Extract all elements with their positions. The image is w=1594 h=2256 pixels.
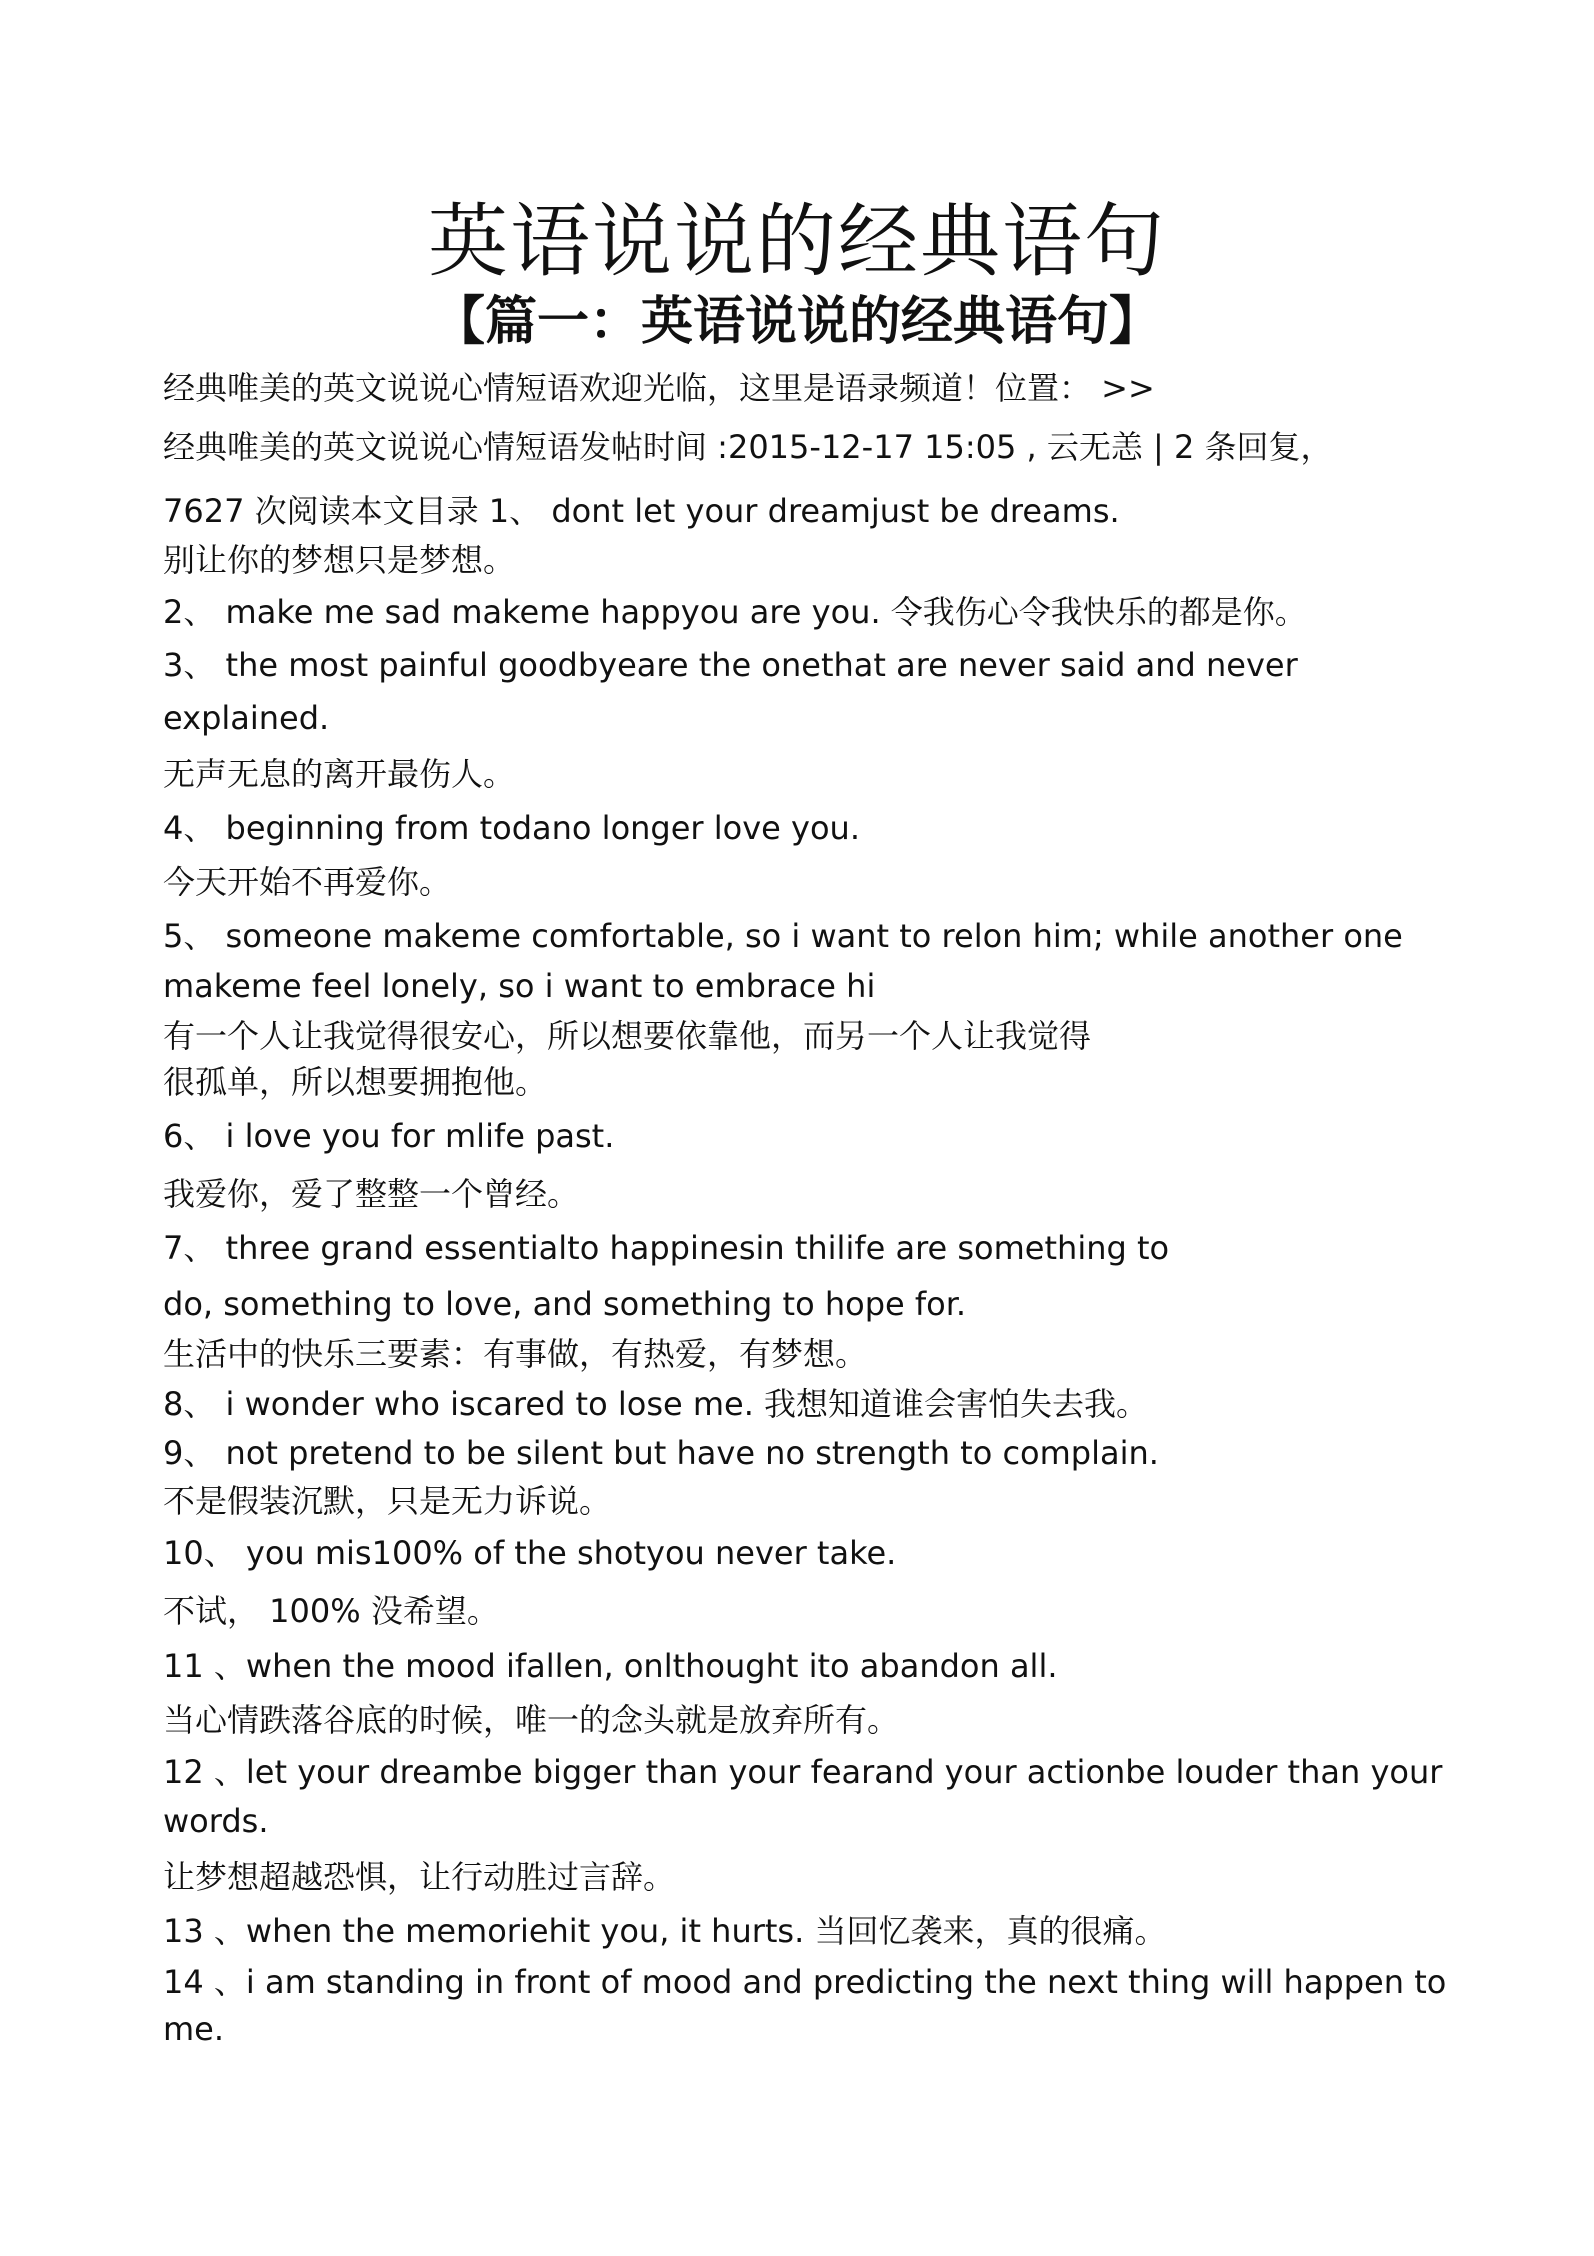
text-line: 4、 beginning from todano longer love you. [163, 809, 860, 847]
text-line: 3、 the most painful goodbyeare the onethat are never said and never [163, 646, 1298, 684]
text-line: 12 、let your dreambe bigger than your fearand your actionbe louder than your [163, 1753, 1443, 1791]
text-line: 11 、when the mood ifallen, onlthought ito abandon all. [163, 1647, 1058, 1685]
text-line: 不试， 100% 没希望。 [163, 1592, 499, 1630]
text-line: me. [163, 2010, 225, 2048]
text-line: 很孤单，所以想要拥抱他。 [163, 1063, 548, 1101]
text-line: 2、 make me sad makeme happyou are you. 令我伤心令我快乐的都是你。 [163, 593, 1307, 631]
text-line: 9、 not pretend to be silent but have no strength to complain. [163, 1434, 1159, 1472]
text-line: 8、 i wonder who iscared to lose me. 我想知道谁会害怕失去我。 [163, 1385, 1149, 1423]
text-line: 生活中的快乐三要素：有事做，有热爱，有梦想。 [163, 1335, 868, 1373]
text-line: 7627 次阅读本文目录 1、 dont let your dreamjust be dreams. [163, 492, 1120, 530]
text-line: 5、 someone makeme comfortable, so i want to relon him; while another one [163, 917, 1403, 955]
text-line: 不是假装沉默，只是无力诉说。 [163, 1482, 612, 1520]
text-line: 有一个人让我觉得很安心，所以想要依靠他，而另一个人让我觉得 [163, 1017, 1092, 1055]
text-line: 让梦想超越恐惧，让行动胜过言辞。 [163, 1858, 676, 1896]
section-heading: 【篇一：英语说说的经典语句】 [432, 292, 1161, 352]
text-line: 6、 i love you for mlife past. [163, 1117, 615, 1155]
text-line: 7、 three grand essentialto happinesin thilife are something to [163, 1229, 1170, 1267]
text-line: 我爱你，爱了整整一个曾经。 [163, 1175, 580, 1213]
text-line: makeme feel lonely, so i want to embrace hi [163, 967, 876, 1005]
text-line: do, something to love, and something to hope for. [163, 1285, 967, 1323]
text-line: 经典唯美的英文说说心情短语欢迎光临，这里是语录频道！位置： >> [163, 369, 1155, 407]
text-line: 别让你的梦想只是梦想。 [163, 541, 516, 579]
text-line: 14 、i am standing in front of mood and predicting the next thing will happen to [163, 1963, 1447, 2001]
text-line: 经典唯美的英文说说心情短语发帖时间 :2015-12-17 15:05 , 云无恙 | 2 条回复， [163, 428, 1333, 466]
text-line: 当心情跌落谷底的时候，唯一的念头就是放弃所有。 [163, 1701, 900, 1739]
text-line: 今天开始不再爱你。 [163, 863, 452, 901]
text-line: words. [163, 1802, 269, 1840]
text-line: explained. [163, 699, 330, 737]
document-title: 英语说说的经典语句 [428, 195, 1166, 288]
text-line: 10、 you mis100% of the shotyou never take. [163, 1534, 897, 1572]
text-line: 13 、when the memoriehit you, it hurts. 当回忆袭来，真的很痛。 [163, 1912, 1167, 1950]
text-line: 无声无息的离开最伤人。 [163, 755, 516, 793]
